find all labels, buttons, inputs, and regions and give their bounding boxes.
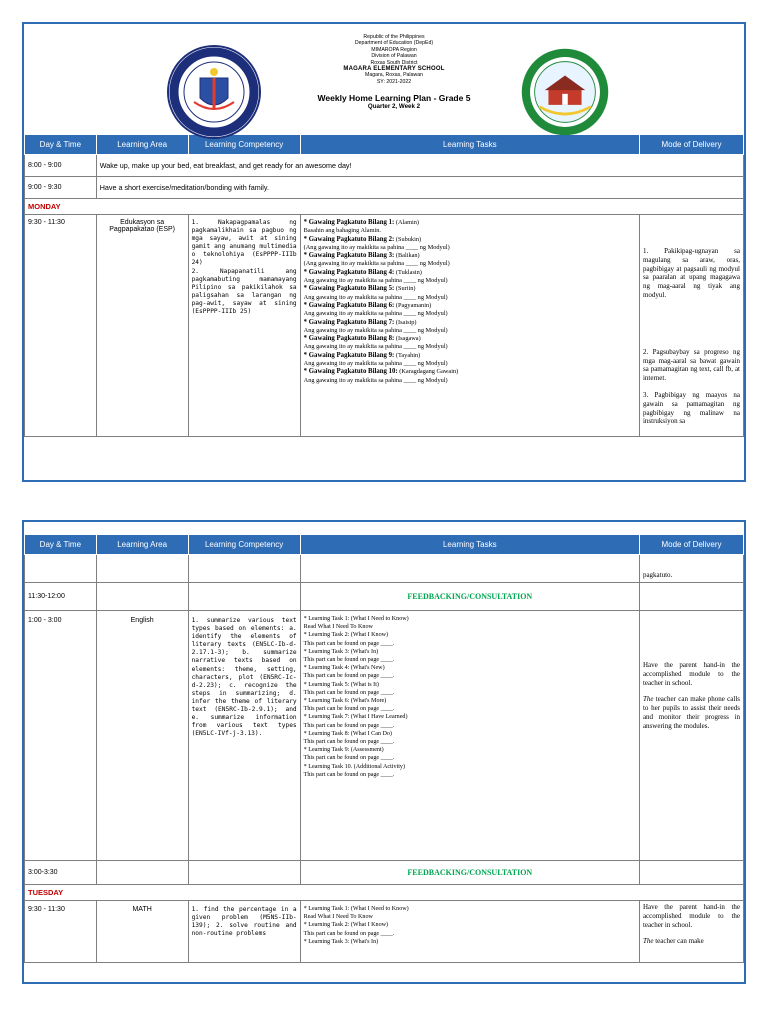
column-header-competency: Learning Competency [188, 535, 300, 555]
plan-page-2 [22, 520, 746, 984]
column-header-row [25, 135, 744, 155]
task-item: * Gawaing Pagkatuto Bilang 3: (Balikan) (Ang gawaing ito ay makikita sa pahina ____ ng Modyul) [303, 252, 450, 268]
learning-competency [188, 215, 300, 437]
task-item: * Learning Task 2: (What I Know) This part can be found on page ____. [303, 922, 395, 937]
plan-title: Weekly Home Learning Plan - Grade 5 [317, 93, 471, 104]
task-item: * Learning Task 9: (Assessment) This part can be found on page ____. [303, 747, 395, 762]
table-row-english [25, 611, 744, 861]
mode-item: 2. Pagsubaybay sa progreso ng mga mag-aaral sa bawat gawain sa pamamagitan ng text, call fb, at internet. [642, 347, 740, 383]
column-header-mode: Mode of Delivery [639, 535, 743, 555]
task-item: * Gawaing Pagkatuto Bilang 8: (Isagawa) Ang gawaing ito ay makikita sa pahina ____ ng Modyul) [303, 335, 448, 351]
learning-tasks [300, 901, 639, 963]
task-item: * Learning Task 8: (What I Can Do) This part can be found on page ____. [303, 730, 395, 746]
day-row-monday [25, 199, 744, 215]
mode-item: 3. Pagbibigay ng maayos na gawain sa pamamagitan ng pagbibigay ng malinaw na instruksiyon sa [642, 390, 740, 426]
task-item: * Learning Task 5: (What is It) This part can be found on page ____. [303, 681, 395, 696]
task-item: * Gawaing Pagkatuto Bilang 6: (Pagyamanin) Ang gawaing ito ay makikita sa pahina ____ ng Modyul) [303, 301, 448, 318]
competency-item: 1. Nakapagpamalas ng pagkamalikhain sa pagbuo ng mga sayaw, awit at sining gamit ang anumang multimedia o teknolohiya (EsPPPP-IIIb 24) [191, 219, 297, 267]
table-row-esp [25, 215, 744, 437]
column-header-row [25, 535, 744, 555]
table-row [25, 177, 744, 199]
plan-table-page-2 [24, 534, 744, 963]
feedback-label: FEEDBACKING/CONSULTATION [300, 583, 639, 611]
column-header-day-time: Day & Time [25, 135, 97, 155]
row-time: 9:30 - 11:30 [25, 215, 97, 437]
task-item: * Gawaing Pagkatuto Bilang 10: (Karagdagang Gawain) Ang gawaing ito ay makikita sa pahina ____ ng Modyul) [303, 368, 459, 384]
mode-of-delivery [639, 611, 743, 861]
department-text: Department of Education (DepEd) [354, 40, 434, 47]
task-item: * Learning Task 1: (What I Need to Know) Read What I Need To Know [303, 616, 409, 631]
task-item: * Gawaing Pagkatuto Bilang 9: (Tayahin) Ang gawaing ito ay makikita sa pahina ____ ng Modyul) [303, 351, 448, 368]
row-activity: Wake up, make up your bed, eat breakfast, and get ready for an awesome day! [96, 155, 743, 177]
table-row-continued [25, 555, 744, 583]
task-item: * Gawaing Pagkatuto Bilang 7: (Isaisip) Ang gawaing ito ay makikita sa pahina ____ ng Modyul) [303, 318, 448, 334]
row-activity: Have a short exercise/meditation/bonding with family. [96, 177, 743, 199]
deped-seal-icon [164, 42, 264, 142]
column-header-tasks: Learning Tasks [300, 135, 639, 155]
column-header-mode: Mode of Delivery [639, 135, 743, 155]
table-row-math [25, 901, 744, 963]
column-header-day-time: Day & Time [25, 535, 97, 555]
school-address: Magara, Roxas, Palawan [365, 72, 423, 79]
task-item: * Learning Task 1: (What I Need to Know) Read What I Need To Know [303, 906, 409, 921]
row-time: 9:00 - 9:30 [25, 177, 97, 199]
row-time: 3:00-3:30 [25, 861, 97, 885]
learning-competency: 1. find the percentage in a given problem (M5NS-IIb-139); 2. solve routine and non-routine problems [188, 901, 300, 963]
task-item: * Learning Task 10. (Additional Activity) This part can be found on page ____. [303, 763, 405, 778]
day-label: MONDAY [25, 199, 744, 215]
republic-text: Republic of the Philippines [363, 34, 425, 40]
school-info [274, 34, 514, 111]
task-item: * Learning Task 3: (What's In) This part can be found on page ____. [303, 648, 395, 664]
mode-item: Have the parent hand-in the accomplished module to the teacher in school. [642, 661, 740, 687]
learning-tasks [300, 611, 639, 861]
mode-item: Have the parent hand-in the accomplished module to the teacher in school. [642, 903, 740, 929]
learning-competency: 1. summarize various text types based on elements: a. identify the elements of literary texts (EN5LC-Ib-d-2.17.1-3); b. summarize narrative texts based on elements: theme, setting, characters, plot (EN5RC-Ic-d-2.23); c. recognize the steps in summarizing; d. infer the theme of literary text (EN5RC-Ib-2.9.1); and e. summarize information from various text types (EN5LC-IVf-j-3.13). [188, 611, 300, 861]
region-text: MIMAROPA Region [371, 46, 417, 53]
learning-tasks [300, 215, 639, 437]
feedback-label: FEEDBACKING/CONSULTATION [300, 861, 639, 885]
row-time: 1:00 - 3:00 [25, 611, 97, 861]
plan-page-1 [22, 22, 746, 482]
column-header-learning-area: Learning Area [96, 535, 188, 555]
competency-item: 2. Napapanatili ang pagkamabuting mamamayang Pilipino sa pakikilahok sa paligsahan sa larangan ng pag-awit, sayaw at sining (EsPPPP-IIIb 25) [191, 267, 297, 316]
row-time: 9:30 - 11:30 [25, 901, 97, 963]
task-item: * Gawaing Pagkatuto Bilang 1: (Alamin) Basahin ang bahaging Alamin. [303, 219, 419, 235]
mode-of-delivery: pagkatuto. [639, 555, 743, 583]
plan-subtitle: Quarter 2, Week 2 [367, 103, 421, 111]
task-item: * Gawaing Pagkatuto Bilang 4: (Tuklasin) Ang gawaing ito ay makikita sa pahina ____ ng Modyul) [303, 268, 448, 285]
learning-area: MATH [96, 901, 188, 963]
row-time: 11:30-12:00 [25, 583, 97, 611]
mode-item: The teacher can make phone calls to her pupils to assist their needs and monitor their progress in answering the modules. [642, 695, 740, 730]
column-header-tasks: Learning Tasks [300, 535, 639, 555]
day-row-tuesday [25, 885, 744, 901]
task-item: * Learning Task 4: (What's New) This part can be found on page ____. [303, 665, 395, 680]
task-item: * Learning Task 7: (What I Have Learned) This part can be found on page ____. [303, 714, 408, 729]
plan-table-page-1 [24, 134, 744, 437]
mode-of-delivery [639, 215, 743, 437]
mode-item: 1. Pakikipag-ugnayan sa magulang sa araw, oras, pagbibigay at pagsauli ng modyul sa paaralan at upang magagawa ng mag-aaral ng tiyak ang modyul. [642, 247, 740, 299]
table-row-feedback [25, 583, 744, 611]
task-item: * Learning Task 6: (What's More) This part can be found on page ____. [303, 698, 395, 713]
table-row-feedback [25, 861, 744, 885]
row-time: 8:00 - 9:00 [25, 155, 97, 177]
mode-of-delivery [639, 901, 743, 963]
mode-item: The teacher can make [642, 937, 704, 946]
school-name: MAGARA ELEMENTARY SCHOOL [343, 66, 445, 73]
plan-header [24, 24, 744, 134]
table-row [25, 155, 744, 177]
learning-area: Edukasyon sa Pagpapakatao (ESP) [96, 215, 188, 437]
school-year: SY: 2021-2022 [376, 78, 412, 85]
school-seal-icon [519, 46, 611, 138]
column-header-competency: Learning Competency [188, 135, 300, 155]
district-text: Roxas South District [370, 59, 418, 66]
task-item: * Gawaing Pagkatuto Bilang 2: (Subukin) (Ang gawaing ito ay makikita sa pahina ____ ng Modyul) [303, 235, 450, 251]
division-text: Division of Palawan [371, 53, 417, 60]
day-label: TUESDAY [25, 885, 744, 901]
learning-area: English [96, 611, 188, 861]
column-header-learning-area: Learning Area [96, 135, 188, 155]
task-item: * Learning Task 3: (What's In) [303, 938, 379, 945]
task-item: * Gawaing Pagkatuto Bilang 5: (Suriin) Ang gawaing ito ay makikita sa pahina ____ ng Modyul) [303, 285, 448, 301]
task-item: * Learning Task 2: (What I Know) This part can be found on page ____. [303, 632, 395, 647]
